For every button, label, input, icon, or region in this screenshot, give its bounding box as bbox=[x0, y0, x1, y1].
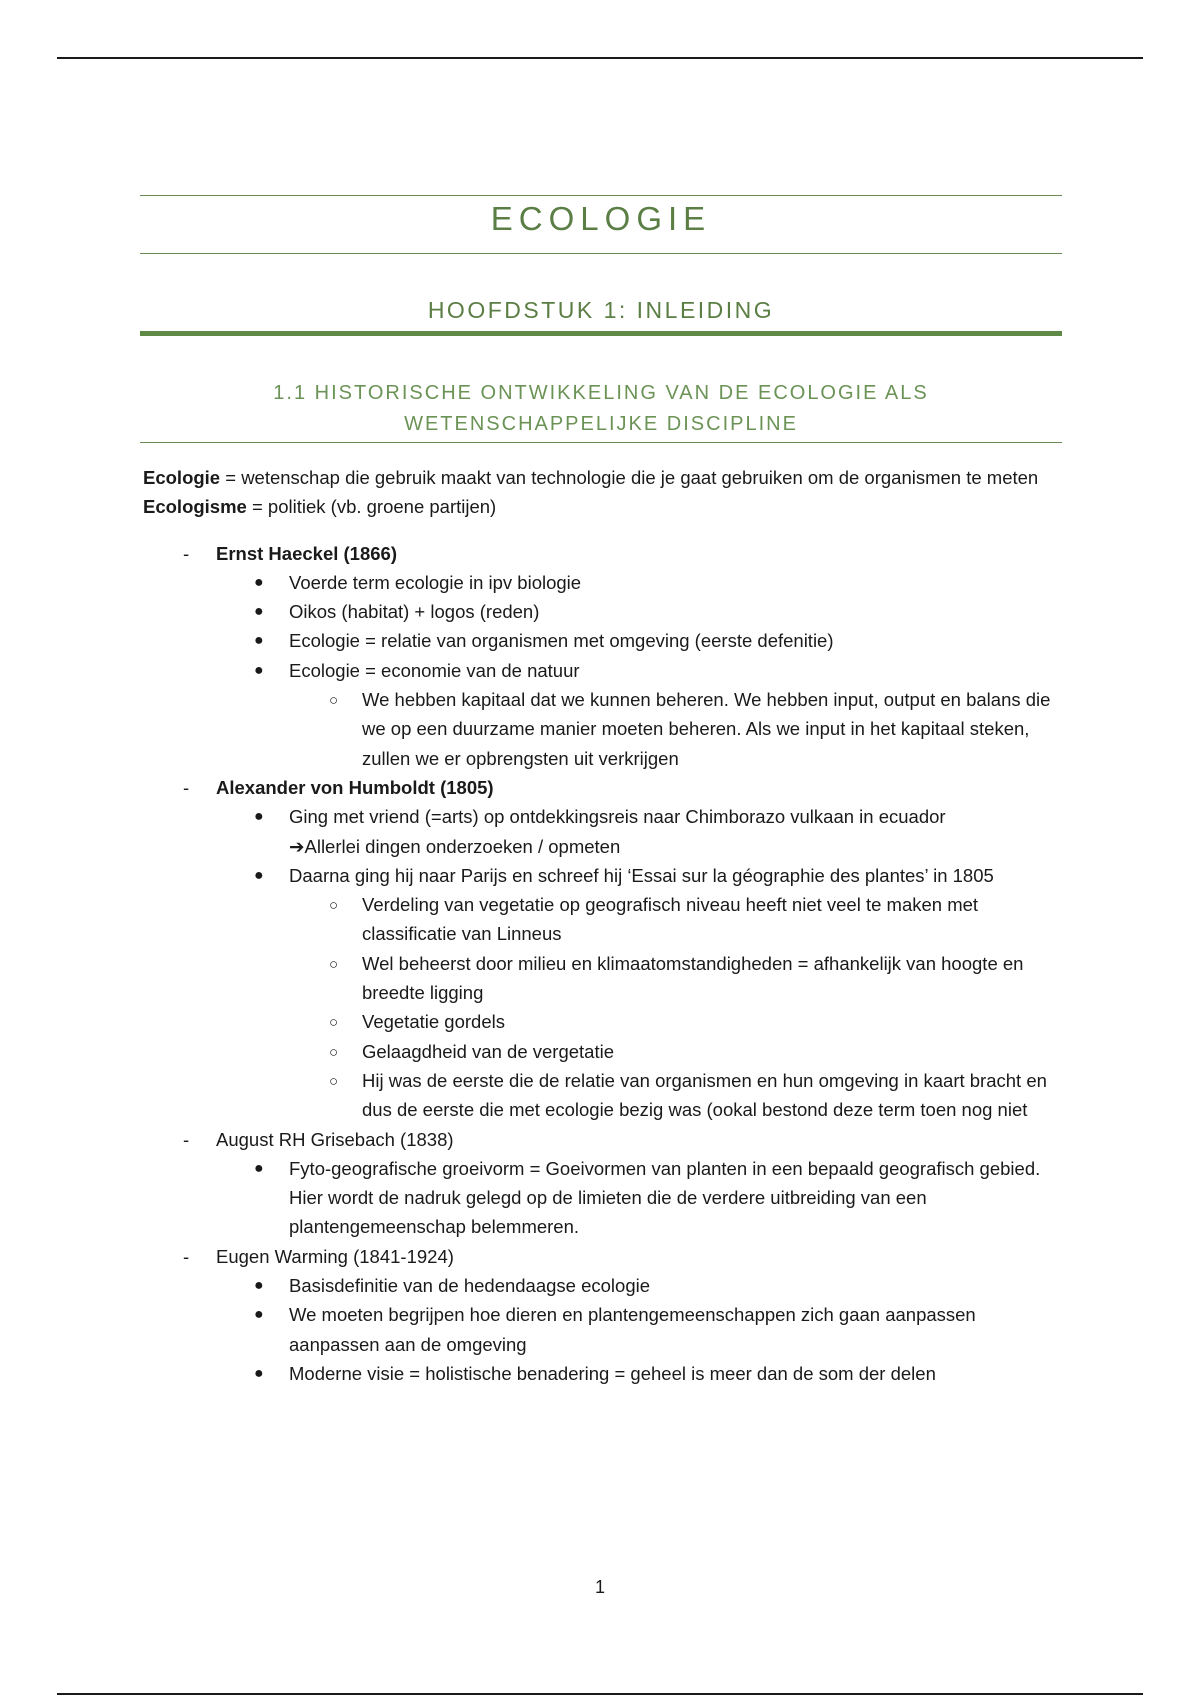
bullet-icon: ● bbox=[254, 866, 264, 884]
dash-marker: - bbox=[183, 1245, 190, 1267]
subpoint-text: We hebben kapitaal dat we kunnen beheren. We hebben input, output en balans die we op een duurzame manier moeten beheren. Als we input in het kapitaal steken, zullen we er opbrengsten uit verkrijgen bbox=[362, 689, 1051, 769]
bullet-icon: ● bbox=[254, 573, 264, 591]
humboldt-subpoints bbox=[289, 890, 1063, 1124]
list-item bbox=[289, 949, 1063, 1008]
point-text: Moderne visie = holistische benadering = geheel is meer dan de som der delen bbox=[289, 1362, 936, 1384]
list-item bbox=[289, 1007, 1063, 1036]
list-item bbox=[216, 861, 1063, 1125]
list-item bbox=[289, 890, 1063, 949]
person-name: August RH Grisebach (1838) bbox=[216, 1128, 454, 1150]
dash-marker: - bbox=[183, 1128, 190, 1150]
list-item bbox=[289, 685, 1063, 773]
bullet-icon: ● bbox=[254, 632, 264, 650]
circle-bullet-icon: ○ bbox=[329, 692, 339, 710]
circle-bullet-icon: ○ bbox=[329, 1043, 339, 1061]
point-text: We moeten begrijpen hoe dieren en plantengemeenschappen zich gaan aanpassen aanpassen aan de omgeving bbox=[289, 1304, 976, 1355]
title-bottom-rule bbox=[140, 253, 1062, 254]
point-text: Oikos (habitat) + logos (reden) bbox=[289, 601, 540, 623]
section-rule bbox=[140, 442, 1062, 443]
list-item bbox=[216, 626, 1063, 655]
list-item bbox=[216, 597, 1063, 626]
list-item bbox=[289, 1037, 1063, 1066]
page-top-border bbox=[57, 57, 1143, 59]
list-item bbox=[216, 568, 1063, 597]
haeckel-points bbox=[216, 568, 1063, 773]
document-title: ECOLOGIE bbox=[490, 200, 712, 237]
point-text: Daarna ging hij naar Parijs en schreef hij ‘Essai sur la géographie des plantes’ in 1805 bbox=[289, 864, 994, 886]
warming-points bbox=[216, 1271, 1063, 1388]
person-haeckel bbox=[143, 539, 1063, 773]
subpoint-text: Wel beheerst door milieu en klimaatomstandigheden = afhankelijk van hoogte en breedte ligging bbox=[362, 952, 1024, 1004]
bullet-icon: ● bbox=[254, 808, 264, 826]
point-text: Ecologie = economie van de natuur bbox=[289, 659, 580, 681]
person-name: Eugen Warming (1841-1924) bbox=[216, 1245, 454, 1267]
definition-text: = wetenschap die gebruik maakt van technologie die je gaat gebruiken om de organismen te meten bbox=[220, 467, 1039, 488]
list-item bbox=[216, 1359, 1063, 1388]
definition-text: = politiek (vb. groene partijen) bbox=[246, 496, 497, 518]
point-text: Ecologie = relatie van organismen met omgeving (eerste defenitie) bbox=[289, 630, 834, 652]
bullet-icon: ● bbox=[254, 603, 264, 621]
grisebach-points bbox=[216, 1154, 1063, 1242]
dash-marker: - bbox=[183, 542, 190, 564]
subpoint-text: Vegetatie gordels bbox=[362, 1011, 505, 1033]
page-number: 1 bbox=[594, 1577, 605, 1597]
list-item bbox=[216, 1154, 1063, 1242]
humboldt-points bbox=[216, 802, 1063, 1124]
point-text: Ging met vriend (=arts) op ontdekkingsreis naar Chimborazo vulkaan in ecuador bbox=[289, 806, 946, 828]
dash-marker: - bbox=[183, 776, 190, 798]
bullet-icon: ● bbox=[254, 1306, 264, 1324]
point-text: Basisdefinitie van de hedendaagse ecologie bbox=[289, 1275, 651, 1297]
definition-term: Ecologisme bbox=[143, 496, 247, 518]
person-list bbox=[143, 539, 1063, 1389]
list-item bbox=[216, 656, 1063, 773]
definition-term: Ecologie bbox=[143, 467, 221, 488]
bullet-icon: ● bbox=[254, 661, 264, 679]
point-text: Voerde term ecologie in ipv biologie bbox=[289, 571, 582, 593]
list-item bbox=[216, 1271, 1063, 1300]
person-grisebach bbox=[143, 1125, 1063, 1242]
person-name: Ernst Haeckel (1866) bbox=[216, 542, 397, 564]
subpoint-text: Gelaagdheid van de vergetatie bbox=[362, 1040, 614, 1062]
list-item bbox=[289, 1066, 1063, 1125]
list-item bbox=[216, 1300, 1063, 1359]
arrow-point-text: ➔Allerlei dingen onderzoeken / opmeten bbox=[289, 835, 621, 857]
person-humboldt bbox=[143, 773, 1063, 1125]
page-bottom-border bbox=[57, 1693, 1143, 1695]
chapter-title: HOOFDSTUK 1: INLEIDING bbox=[427, 297, 775, 323]
haeckel-subpoints bbox=[289, 685, 1063, 773]
section-title: 1.1 HISTORISCHE ONTWIKKELING VAN DE ECOLOGIE ALS WETENSCHAPPELIJKE DISCIPLINE bbox=[273, 382, 929, 435]
definition-ecologisme bbox=[143, 492, 1063, 521]
definition-ecologie bbox=[143, 463, 1063, 492]
bullet-icon: ● bbox=[254, 1159, 264, 1177]
point-text: Fyto-geografische groeivorm = Goeivormen van planten in een bepaald geografisch gebied. Hier wordt de nadruk gelegd op de limieten die de verdere uitbreiding van een plantengemeenschap belemmeren. bbox=[289, 1157, 1041, 1238]
bullet-icon: ● bbox=[254, 1277, 264, 1295]
chapter-rule bbox=[140, 331, 1062, 336]
circle-bullet-icon: ○ bbox=[329, 1072, 339, 1090]
subpoint-text: Hij was de eerste die de relatie van organismen en hun omgeving in kaart bracht en dus de eerste die met ecologie bezig was (ookal bestond deze term toen nog niet bbox=[362, 1069, 1047, 1121]
list-item bbox=[216, 802, 1063, 861]
circle-bullet-icon: ○ bbox=[329, 1014, 339, 1032]
bullet-icon: ● bbox=[254, 1364, 264, 1382]
person-warming bbox=[143, 1242, 1063, 1388]
subpoint-text: Verdeling van vegetatie op geografisch niveau heeft niet veel te maken met classificatie van Linneus bbox=[362, 894, 979, 945]
title-top-rule bbox=[140, 195, 1062, 196]
content-body bbox=[143, 463, 1063, 1388]
circle-bullet-icon: ○ bbox=[329, 955, 339, 973]
circle-bullet-icon: ○ bbox=[329, 897, 339, 915]
person-name: Alexander von Humboldt (1805) bbox=[216, 776, 494, 798]
